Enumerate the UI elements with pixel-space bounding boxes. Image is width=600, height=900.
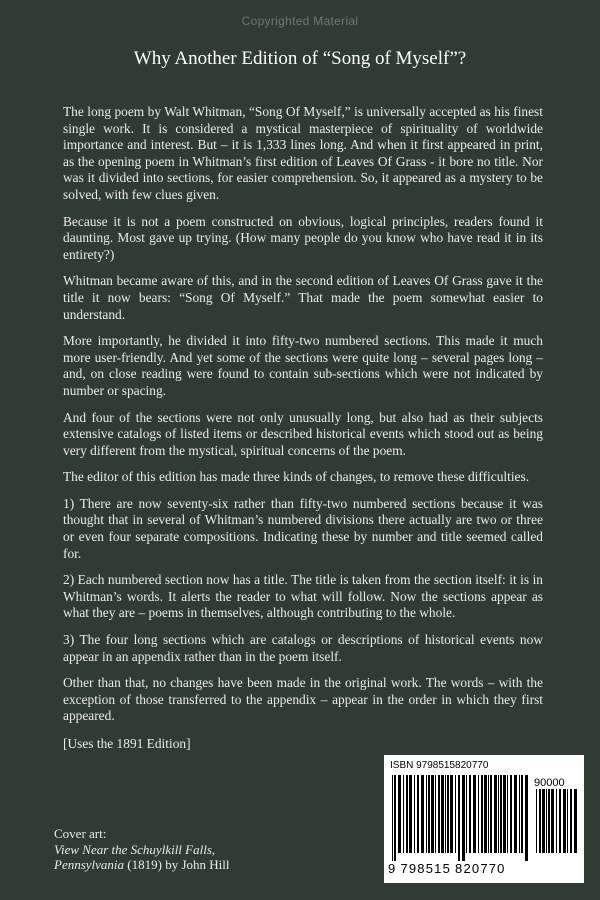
barcode-bar (421, 775, 424, 853)
barcode-bar (458, 775, 460, 861)
paragraph: The editor of this edition has made three kinds of changes, to remove these difficulties. (63, 469, 530, 485)
barcode-digit-group2: 820770 (455, 861, 506, 876)
barcode-bar (519, 775, 520, 853)
isbn-barcode (384, 755, 584, 883)
barcode-bar (478, 775, 479, 853)
barcode-bar (488, 775, 489, 853)
cover-art-artist: by John Hill (165, 857, 230, 872)
cover-art-credit (54, 826, 314, 873)
barcode-bar (567, 789, 568, 853)
barcode-bar (392, 775, 393, 861)
paragraph: Other than that, no changes have been made in the original work. The words – with the exception of those transferred to the appendix – appear in the order in which they first appeared. (63, 675, 543, 724)
barcode-bar (417, 775, 419, 853)
barcode-bar (559, 789, 561, 853)
barcode-bar (455, 775, 456, 853)
barcode-bar (469, 775, 471, 853)
paragraph: 2) Each numbered section now has a title. The title is taken from the section itself: it is in Whitman’s words. It alerts the reader to what will follow. Now the sections appear as what they are – poems in themselves, although contributing to the whole. (63, 572, 543, 621)
barcode-bar (574, 789, 577, 853)
barcode-bar (542, 789, 545, 853)
barcode-bar (450, 775, 453, 853)
barcode-bar (414, 775, 415, 853)
barcode-bar (462, 775, 465, 861)
barcode-bar (435, 775, 436, 853)
paragraph: More importantly, he divided it into fifty-two numbered sections. This made it much more user-friendly. And yet some of the sections were quite long – several pages long – and, on close reading were found to contain sub-sections which were not indicated by number or spacing. (63, 333, 543, 398)
barcode-bar (441, 775, 444, 853)
barcode-bar (563, 789, 566, 853)
cover-art-title-line2: Pennsylvania (54, 857, 125, 872)
barcode-bar (570, 789, 572, 853)
barcode-bar (445, 775, 446, 853)
price-code: 90000 (534, 777, 565, 789)
barcode-bar (481, 775, 483, 853)
barcode-digit-group1: 798515 (400, 861, 452, 876)
edition-note: [Uses the 1891 Edition] (63, 736, 191, 751)
barcode-digit-first: 9 (388, 861, 397, 876)
cover-art-label: Cover art: (54, 826, 107, 841)
barcode-bar (466, 775, 467, 853)
barcode-bar (525, 775, 528, 861)
barcode-bar (403, 775, 404, 853)
page-title: Why Another Edition of “Song of Myself”? (133, 48, 467, 69)
barcode-bar (490, 775, 492, 853)
barcode-addon-bars-icon (534, 789, 578, 861)
paragraph: 3) The four long sections which are catalogs or descriptions of historical events now appear in an appendix rather than in the poem itself. (63, 632, 543, 664)
barcode-bars-icon (390, 775, 530, 861)
barcode-bar (428, 775, 430, 853)
barcode-bar (473, 775, 476, 853)
isbn-label: ISBN 9798515820770 (390, 760, 489, 771)
barcode-bar (438, 775, 440, 853)
cover-art-title-line1: View Near the Schuylkill Falls, (54, 841, 216, 857)
barcode-bar (551, 789, 554, 853)
barcode-bar (521, 775, 523, 853)
barcode-bar (503, 775, 506, 853)
barcode-bar (494, 775, 497, 853)
paragraph: And four of the sections were not only unusually long, but also had as their subjects extensive catalogs of listed items or described historical events which stood out as being very different from the mystical, spiritual concerns of the poem. (63, 409, 543, 458)
barcode-bar (484, 775, 487, 853)
barcode-bar (536, 789, 537, 853)
barcode-bar (426, 775, 427, 853)
barcode-bar (548, 789, 550, 853)
barcode-bar (510, 775, 512, 853)
barcode-bar (546, 789, 547, 853)
barcode-bar (447, 775, 449, 853)
barcode-bar (394, 775, 396, 861)
paragraph: Whitman became aware of this, and in the second edition of Leaves Of Grass gave it the title it now bears: “Song Of Myself.” That made the poem somewhat easier to understand. (63, 273, 543, 322)
barcode-bar (398, 775, 401, 853)
barcode-bar (500, 775, 502, 853)
barcode-bar (406, 775, 408, 853)
body-text (63, 104, 543, 735)
paragraph: The long poem by Walt Whitman, “Song Of Myself,” is universally accepted as his finest single work. It is considered a mystical masterpiece of spirituality of worldwide importance and interest. But – it is 1,333 lines long. And when it first appeared in print, as the opening poem in Whitman’s first edition of Leaves Of Grass - it bore no title. Nor was it divided into sections, for easier comprehension. So, it appeared as a mystery to be solved, with few clues given. (63, 104, 543, 202)
barcode-bar (514, 775, 517, 853)
barcode-bar (409, 775, 412, 853)
cover-art-year: (1819) (127, 857, 162, 872)
paragraph: Because it is not a poem constructed on obvious, logical principles, readers found it daunting. Most gave up trying. (How many people do you know who have read it in its entirety?) (63, 213, 543, 262)
barcode-bar (498, 775, 499, 853)
barcode-bar (556, 789, 557, 853)
barcode-digits (388, 861, 528, 876)
copyright-watermark: Copyrighted Material (241, 14, 359, 28)
barcode-bar (431, 775, 434, 853)
paragraph: 1) There are now seventy-six rather than fifty-two numbered sections because it was thought that in several of Whitman’s numbered divisions there actually are two or three or even four separate compositions. Indicating these by number and title seemed called for. (63, 495, 543, 561)
barcode-bar (507, 775, 508, 853)
barcode-bar (539, 789, 541, 853)
